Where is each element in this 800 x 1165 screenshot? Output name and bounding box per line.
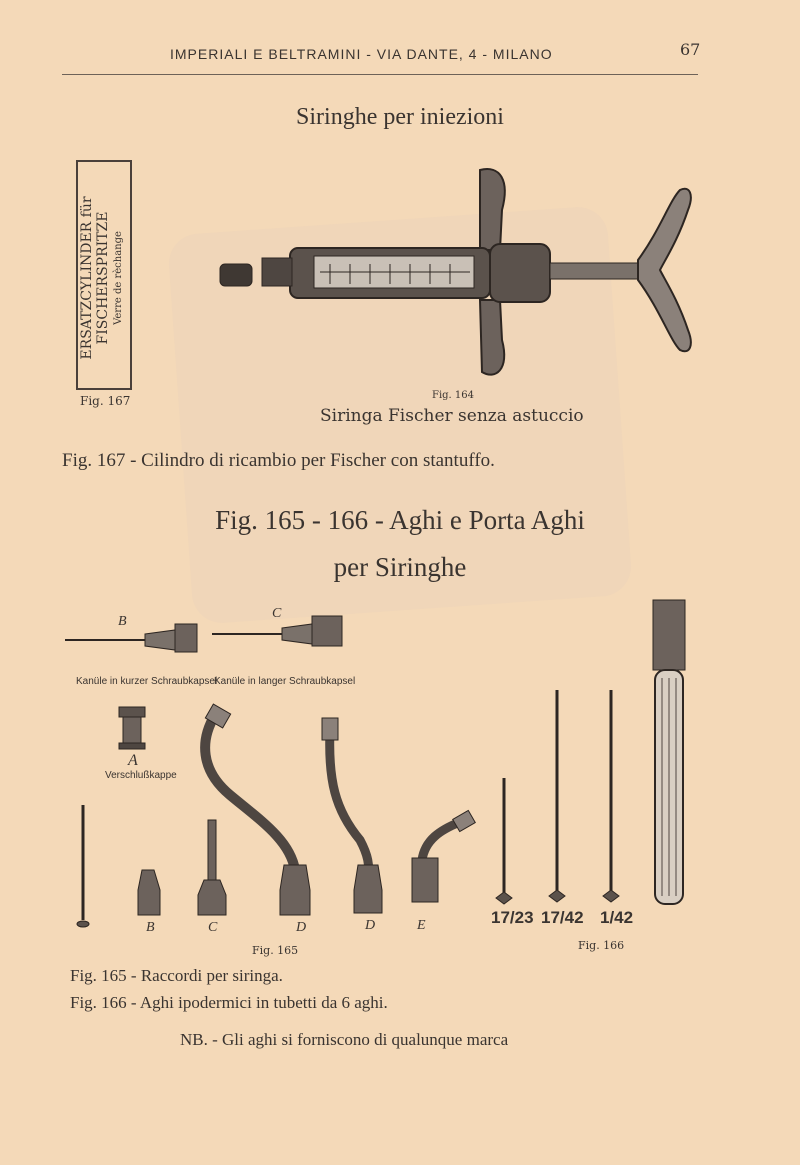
gauge-17-42: 17/42 [541, 908, 584, 927]
section-heading-line2: per Siringhe [333, 552, 467, 582]
kanule-b-letter: B [118, 614, 127, 629]
fitting-d1-letter: D [296, 920, 307, 935]
page-header: IMPERIALI E BELTRAMINI - VIA DANTE, 4 - MILANO [170, 46, 553, 62]
needles-illustration [490, 598, 700, 910]
kanule-c-label: Kanüle in langer Schraubkapsel [214, 676, 356, 687]
legend-fig166: Fig. 166 - Aghi ipodermici in tubetti da 6 aghi. [70, 993, 388, 1012]
fitting-b-letter: B [146, 920, 155, 935]
fig167-box [76, 160, 132, 390]
cap-a-letter: A [128, 752, 138, 769]
fig164-label: Fig. 164 [432, 390, 474, 401]
kanule-c-letter: C [272, 606, 282, 621]
fig165-label: Fig. 165 [252, 944, 299, 957]
gauge-1-42: 1/42 [600, 908, 634, 927]
box-line-1: ERSATZCYLINDER für [79, 196, 95, 360]
gauge-17-23: 17/23 [491, 908, 534, 927]
fig167-description: Fig. 167 - Cilindro di ricambio per Fischer con stantuffo. [62, 450, 495, 471]
fig166-label: Fig. 166 [578, 939, 625, 952]
kanule-b-illustration [65, 618, 200, 658]
fitting-c-letter: C [208, 920, 218, 935]
fig167-label: Fig. 167 [80, 394, 131, 408]
header-rule [62, 74, 698, 75]
note: NB. - Gli aghi si forniscono di qualunque marca [180, 1030, 509, 1049]
section-heading: Fig. 165 - 166 - Aghi e Porta Aghi [215, 505, 585, 535]
box-line-2: FISCHERSPRITZE [95, 211, 111, 345]
fischer-syringe-illustration [210, 160, 700, 380]
box-line-3: Verre de rèchange [113, 231, 124, 325]
fittings-illustration [70, 700, 480, 935]
page-number: 67 [680, 40, 701, 59]
fitting-e-letter: E [417, 918, 426, 933]
page-title: Siringhe per iniezioni [296, 104, 504, 130]
legend-fig165: Fig. 165 - Raccordi per siringa. [70, 966, 283, 985]
fitting-d2-letter: D [365, 918, 376, 933]
cap-a-label: Verschlußkappe [105, 770, 177, 781]
kanule-b-label: Kanüle in kurzer Schraubkapsel [76, 676, 218, 687]
fig164-caption: Siringa Fischer senza astuccio [320, 406, 584, 426]
